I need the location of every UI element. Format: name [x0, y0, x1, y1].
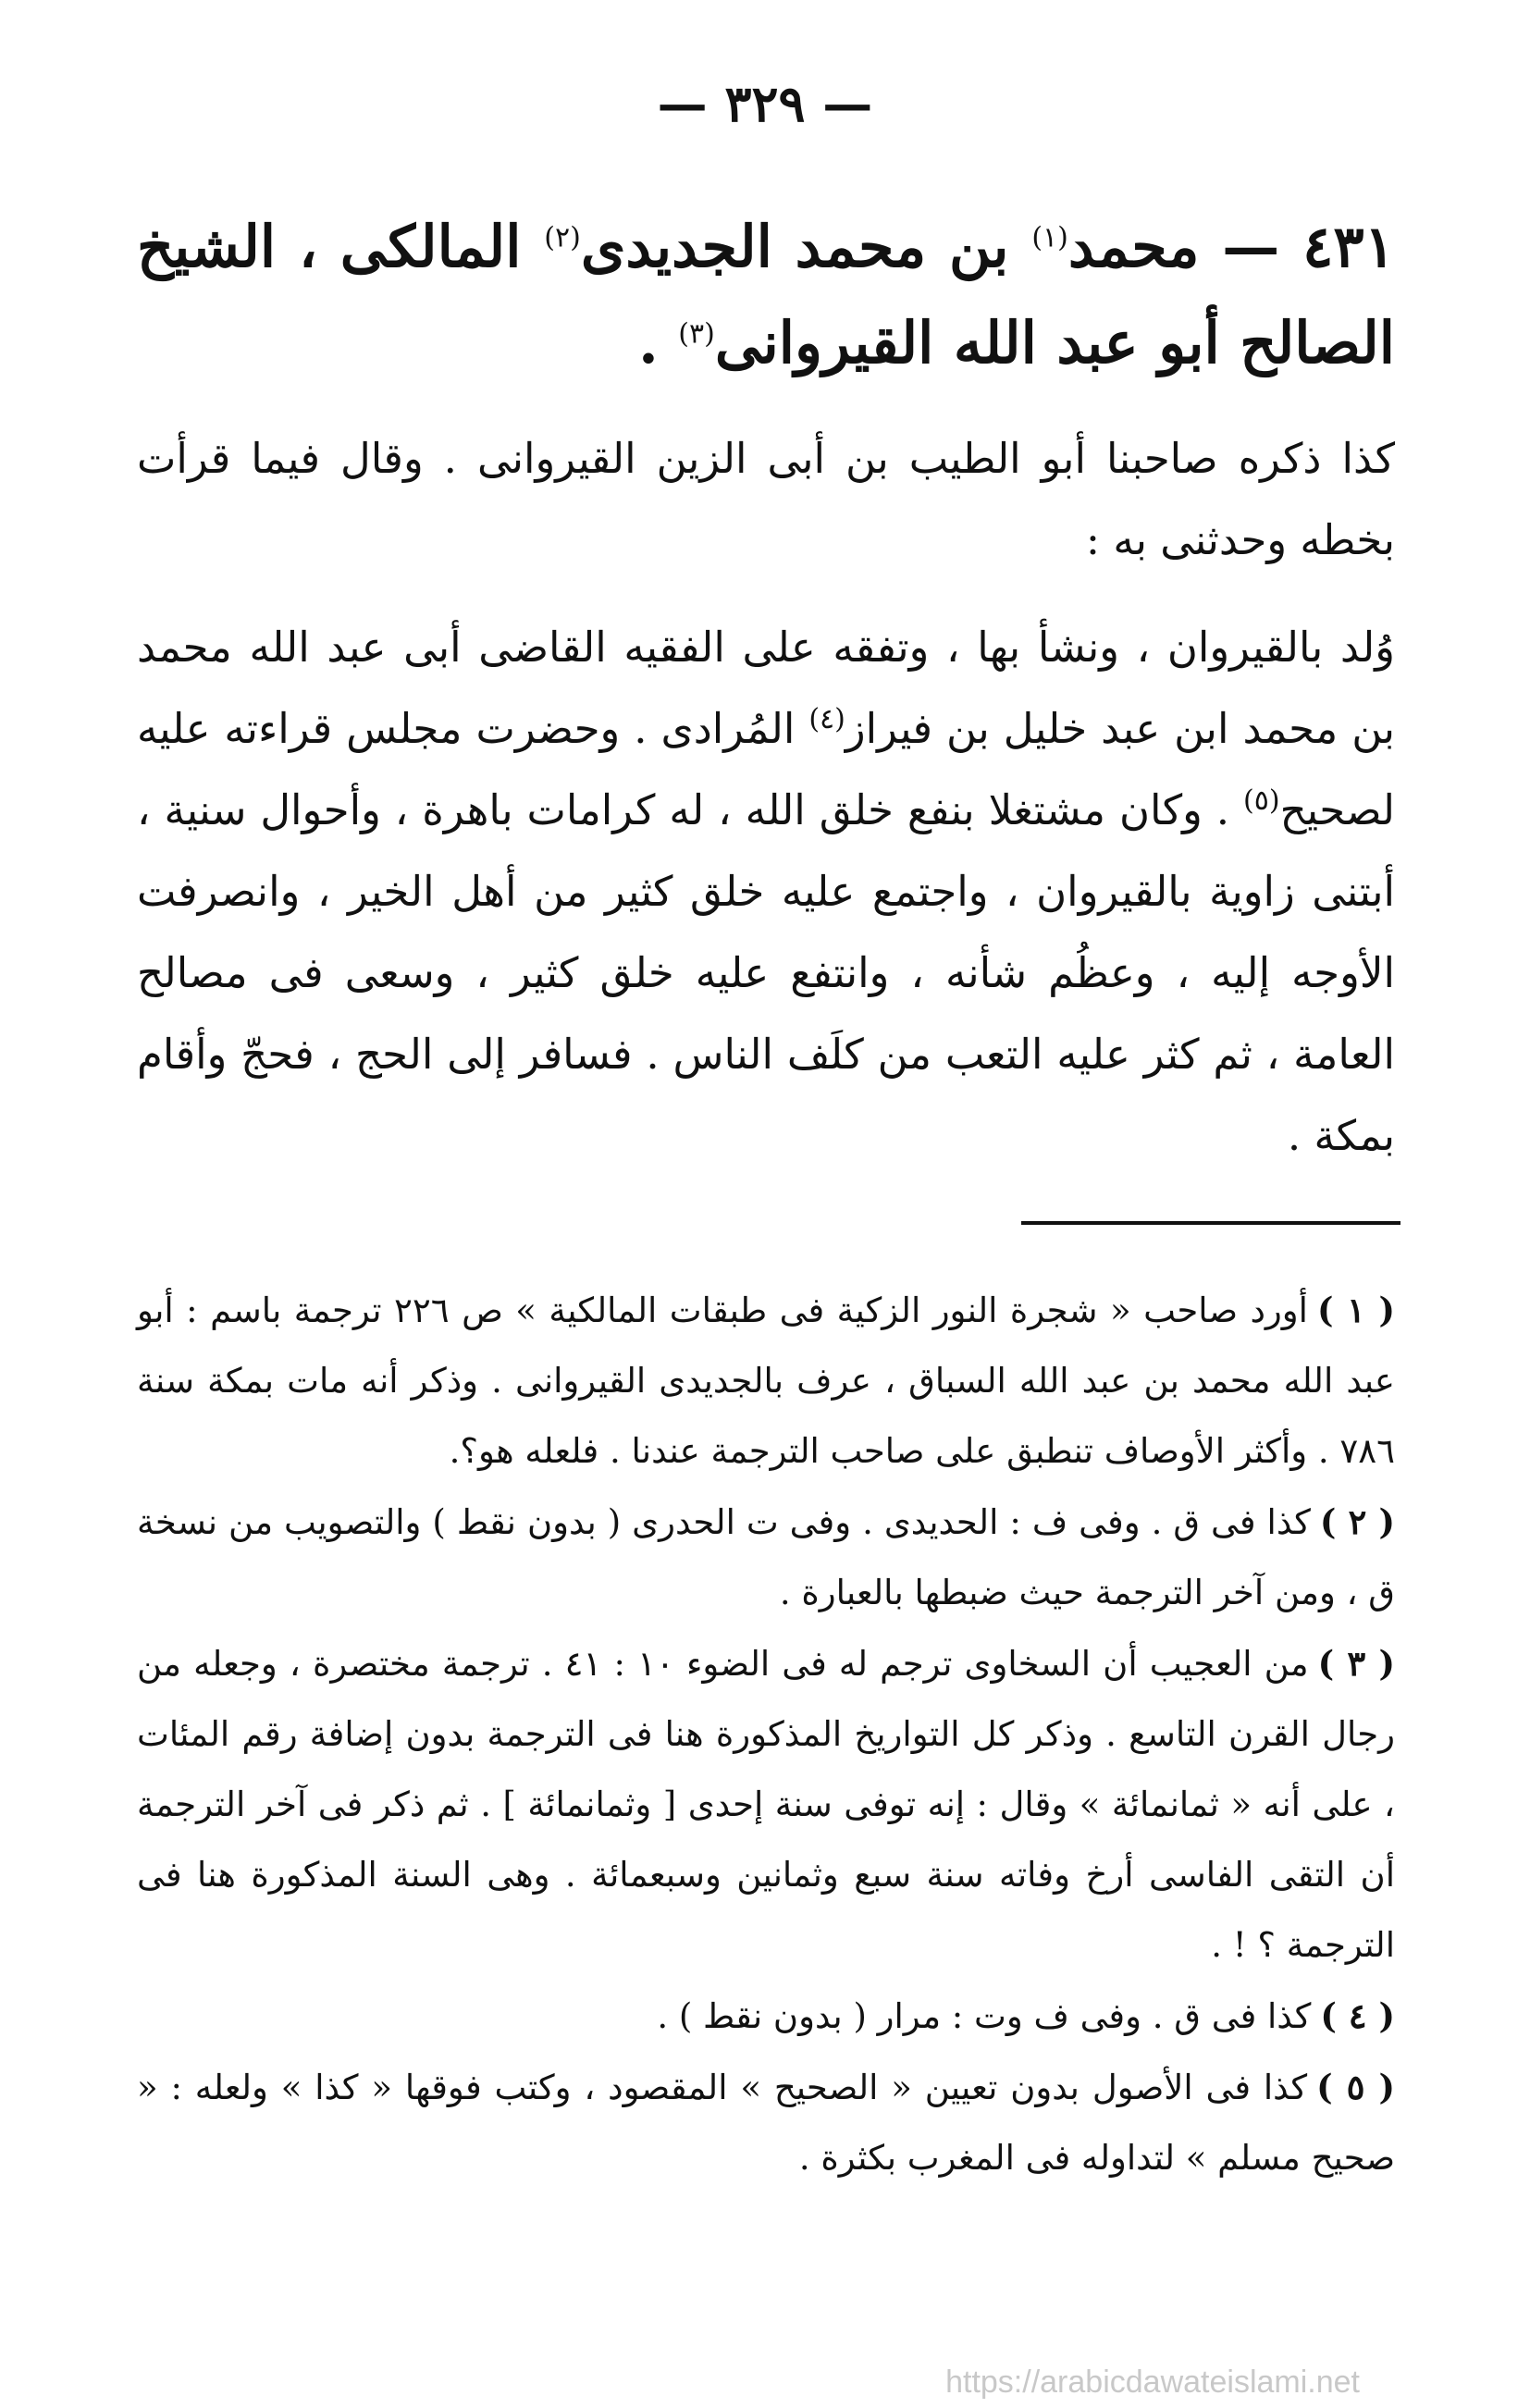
- heading-text-4: .: [638, 309, 659, 377]
- heading-text-1: ٤٣١ — محمد: [1067, 213, 1395, 280]
- footnote-ref-1: (١): [1031, 221, 1068, 254]
- footnote-text: كذا فى ق . وفى ف وت : مرار ( بدون نقط ) .: [657, 1996, 1312, 2036]
- main-text-3: . وكان مشتغلا بنفع خلق الله ، له كرامات باهرة ، وأحوال سنية ، أبتنى زاوية بالقيروان ، واجتمع عليه خلق كثير من أهل الخير ، وانصرفت الأوجه إليه ، وعظُم شأنه ، وانتفع عليه خلق كثير ، وسعى فى مصالح العامة ، ثم كثر عليه التعب من كلَف الناس . فسافر إلى الحج ، فحجّ وأقام بمكة .: [137, 785, 1395, 1160]
- main-text-2: المُرادى . وحضرت مجلس قراءته عليه لصحيح: [137, 704, 1395, 834]
- footnote-text: من العجيب أن السخاوى ترجم له فى الضوء ١٠ : ٤١ . ترجمة مختصرة ، وجعله من رجال القرن التاسع . وذكر كل التواريخ المذكورة هنا فى الترجمة بدون إضافة رقم المئات ، على أنه « ثمانمائة » وقال : إنه توفى سنة إحدى [ وثمانمائة ] . ثم ذكر فى آخر الترجمة أن التقى الفاسى أرخ وفاته سنة سبع وثمانين وسبعمائة . وهى السنة المذكورة هنا فى الترجمة ؟ ! .: [137, 1644, 1395, 1965]
- footnote-ref-2: (٢): [544, 221, 581, 254]
- footnote-text: كذا فى ق . وفى ف : الحديدى . وفى ت الحدرى ( بدون نقط ) والتصويب من نسخة ق ، ومن آخر الترجمة حيث ضبطها بالعبارة .: [137, 1502, 1395, 1612]
- entry-heading: [137, 199, 1395, 391]
- footnote-text: أورد صاحب « شجرة النور الزكية فى طبقات المالكية » ص ٢٢٦ ترجمة باسم : أبو عبد الله محمد بن عبد الله السباق ، عرف بالجديدى القيروانى . وذكر أنه مات بمكة سنة ٧٨٦ . وأكثر الأوصاف تنطبق على صاحب الترجمة عندنا . فلعله هو؟.: [137, 1290, 1395, 1471]
- footnote-separator: [1021, 1221, 1400, 1225]
- footnote-ref-5: (٥): [1243, 784, 1280, 817]
- watermark-url: https://arabicdawateislami.net: [945, 2365, 1360, 2400]
- footnote-1: [137, 1275, 1395, 1487]
- footnote-mark: ( ٤ ): [1320, 1995, 1395, 2036]
- footnote-3: [137, 1628, 1395, 1981]
- footnote-text: كذا فى الأصول بدون تعيين « الصحيح » المقصود ، وكتب فوقها « كذا » ولعله : « صحيح مسلم » لتداوله فى المغرب بكثرة .: [137, 2068, 1395, 2178]
- footnote-mark: ( ١ ): [1316, 1290, 1396, 1330]
- footnote-4: [137, 1981, 1395, 2052]
- intro-paragraph: كذا ذكره صاحبنا أبو الطيب بن أبى الزين القيروانى . وقال فيما قرأت بخطه وحدثنى به :: [137, 434, 1395, 564]
- main-text-1: وُلد بالقيروان ، ونشأ بها ، وتفقه على الفقيه القاضى أبى عبد الله محمد بن محمد ابن عبد خليل بن فيراز: [137, 623, 1395, 753]
- heading-text-2: بن محمد الجديدى: [580, 213, 1009, 280]
- footnote-mark: ( ٥ ): [1316, 2067, 1396, 2107]
- footnote-5: [137, 2052, 1395, 2193]
- footnote-mark: ( ٢ ): [1319, 1501, 1395, 1542]
- main-paragraph: [137, 607, 1395, 1177]
- footnotes: [137, 1275, 1395, 2193]
- heading-text-3: المالكى ، الشيخ الصالح أبو عبد الله القيروانى: [137, 213, 1395, 377]
- entry-body: [137, 418, 1395, 1177]
- page-number: — ٣٢٩ —: [657, 74, 873, 133]
- footnote-mark: ( ٣ ): [1317, 1643, 1395, 1684]
- footnote-ref-4: (٤): [808, 703, 845, 735]
- footnote-ref-3: (٣): [678, 317, 715, 351]
- footnote-2: [137, 1487, 1395, 1628]
